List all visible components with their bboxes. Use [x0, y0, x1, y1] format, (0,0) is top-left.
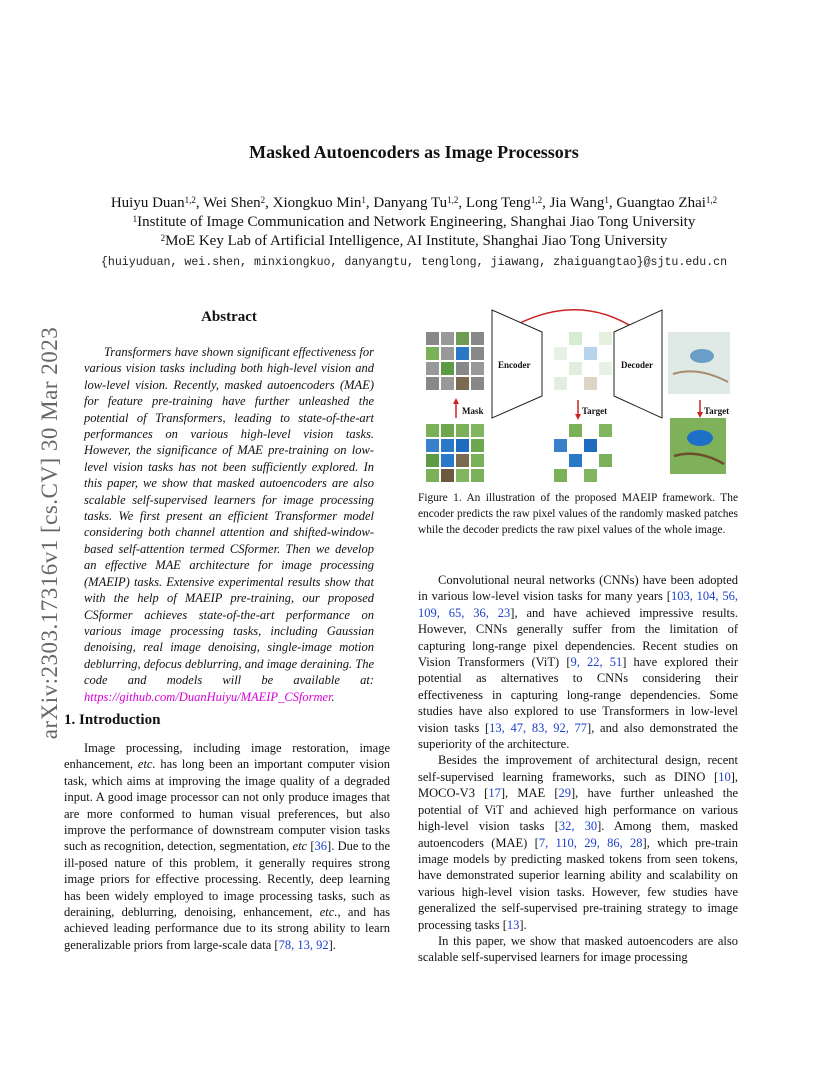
target-label: Target	[582, 406, 608, 416]
masked-target-grid	[554, 424, 612, 482]
citation-link[interactable]: 78, 13, 92	[278, 937, 329, 952]
author-name: Guangtao Zhai	[616, 195, 706, 211]
intro-paragraph: Image processing, including image restoration, image enhancement, etc. has long been an important computer vision task, which aims at improving the image quality of a degraded input. A good image processor can not only produce images that are more conformed to human visual preferences, but also improve the performance of downstream computer vision tasks such as recognition, detection, segmentation, etc [36]. Due to the ill-posed nature of this problem, it generally requires strong image priors for effective processing. Recently, deep learning has been widely employed to image processing tasks, such as deraining, deblurring, denoising, enhancement, etc., and has achieved leading performance due to its strong ability to learn generalizable priors from large-scale data [78, 13, 92].	[64, 741, 391, 952]
citation-link[interactable]: 9, 22, 51	[570, 655, 623, 670]
author-emails: {huiyuduan, wei.shen, minxiongkuo, danyangtu, tenglong, jiawang, zhaiguangtao}@sjtu.edu.cn	[100, 256, 728, 269]
figure-1-diagram	[418, 304, 740, 480]
abstract-heading: Abstract	[201, 309, 257, 325]
target-image	[670, 418, 726, 474]
citation-link[interactable]: 13, 47, 83, 92, 77	[489, 720, 588, 735]
masked-input-grid	[426, 332, 484, 390]
reconstructed-image	[668, 332, 730, 394]
citation-link[interactable]: 103, 104, 56, 109, 65, 36, 23	[418, 589, 739, 620]
citation-link[interactable]: 17	[488, 786, 501, 801]
author-name: Danyang Tu	[373, 195, 448, 211]
author-list: Huiyu Duan$^{1,2}$, Wei Shen$^2$, Xiongkuo Min$^1$, Danyang Tu$^{1,2}$, Long Teng$^{1,2}$, Jia Wang$^1$, Guangtao Zhai$^{1,2}$	[110, 195, 718, 211]
figure-1-caption: Figure 1. An illustration of the proposed MAEIP framework. The encoder predicts the raw pixel values of the randomly masked patches while the decoder predicts the raw pixel values of the whole image.	[418, 492, 738, 536]
section-heading-introduction: 1. Introduction	[64, 712, 161, 728]
encoder-label: Encoder	[498, 360, 531, 370]
author-name: Jia Wang	[549, 195, 605, 211]
arxiv-sidebar-stamp: arXiv:2303.17316v1 [cs.CV] 30 Mar 2023	[37, 326, 62, 740]
citation-link[interactable]: 32, 30	[558, 819, 598, 834]
citation-link[interactable]: 36	[314, 839, 328, 854]
author-name: Huiyu Duan	[110, 195, 185, 211]
encoder-output-grid	[554, 332, 612, 390]
paper-title: Masked Autoencoders as Image Processors	[249, 142, 579, 162]
citation-link[interactable]: 7, 110, 29, 86, 28	[538, 835, 643, 850]
affiliation-2: $^2$MoE Key Lab of Artificial Intelligence, AI Institute, Shanghai Jiao Tong University	[160, 233, 668, 249]
mask-label: Mask	[462, 406, 484, 416]
author-name: Xiongkuo Min	[272, 195, 362, 211]
author-name: Long Teng	[465, 195, 531, 211]
decoder-label: Decoder	[621, 360, 653, 370]
abstract-text: Transformers have shown significant effectiveness for various vision tasks including both high-level vision and low-level vision. Recently, masked autoencoders (MAE) for feature pre-training have further unleashed the potential of Transformers, leading to state-of-the-art performances on various high-level vision tasks. However, the significance of MAE pre-training on low-level vision tasks has not been sufficiently explored. In this paper, we show that masked autoencoders are also scalable self-supervised learners for image processing tasks. We first present an efficient Transformer model considering both channel attention and shifted-window-based self-attention termed CSformer. Then we develop an effective MAE architecture for image processing (MAEIP) tasks. Extensive experimental results show that with the help of MAEIP pre-training, our proposed CSformer achieves state-of-the-art performance on various image processing tasks, including Gaussian denoising, real image denoising, single-image motion deblurring, defocus deblurring, and image deraining. The code and models will be available at: https://github.com/DuanHuiyu/MAEIP_CSformer.	[84, 345, 374, 704]
code-link[interactable]: https://github.com/DuanHuiyu/MAEIP_CSformer	[84, 689, 332, 704]
citation-link[interactable]: 29	[558, 786, 571, 801]
affiliation-1: $^1$Institute of Image Communication and Network Engineering, Shanghai Jiao Tong University	[132, 214, 696, 230]
original-image-grid	[426, 424, 484, 482]
author-name: Wei Shen	[203, 195, 261, 211]
target-label: Target	[704, 406, 730, 416]
right-column-text: Convolutional neural networks (CNNs) have been adopted in various low-level vision tasks for many years [103, 104, 56, 109, 65, 36, 23], and have achieved impressive results. However, CNNs generally suffer from the limitation of capturing long-range pixel dependencies. Recent studies on Vision Transformers (ViT) [9, 22, 51] have explored their potential as alternatives to CNNs considering their effectiveness in capturing long-range dependencies. Some studies have also explored to use Transformers in low-level vision tasks [13, 47, 83, 92, 77], and also demonstrated the superiority of the architecture. Besides the improvement of architectural design, recent self-supervised learning frameworks, such as DINO [10], MOCO-V3 [17], MAE [29], have further unleashed the potential of ViT and achieved high performance on various high-level vision tasks [32, 30]. Among them, masked autoencoders (MAE) [7, 110, 29, 86, 28], which pre-train image models by predicting masked tokens from seen tokens, have demonstrated superior learning ability and scalability on various high-level vision tasks. However, few studies have generalized the self-supervised pre-training strategy to image processing tasks [13]. In this paper, we show that masked autoencoders are also scalable self-supervised learners for image processing	[418, 573, 739, 965]
citation-link[interactable]: 13	[506, 917, 520, 932]
citation-link[interactable]: 10	[718, 769, 731, 784]
